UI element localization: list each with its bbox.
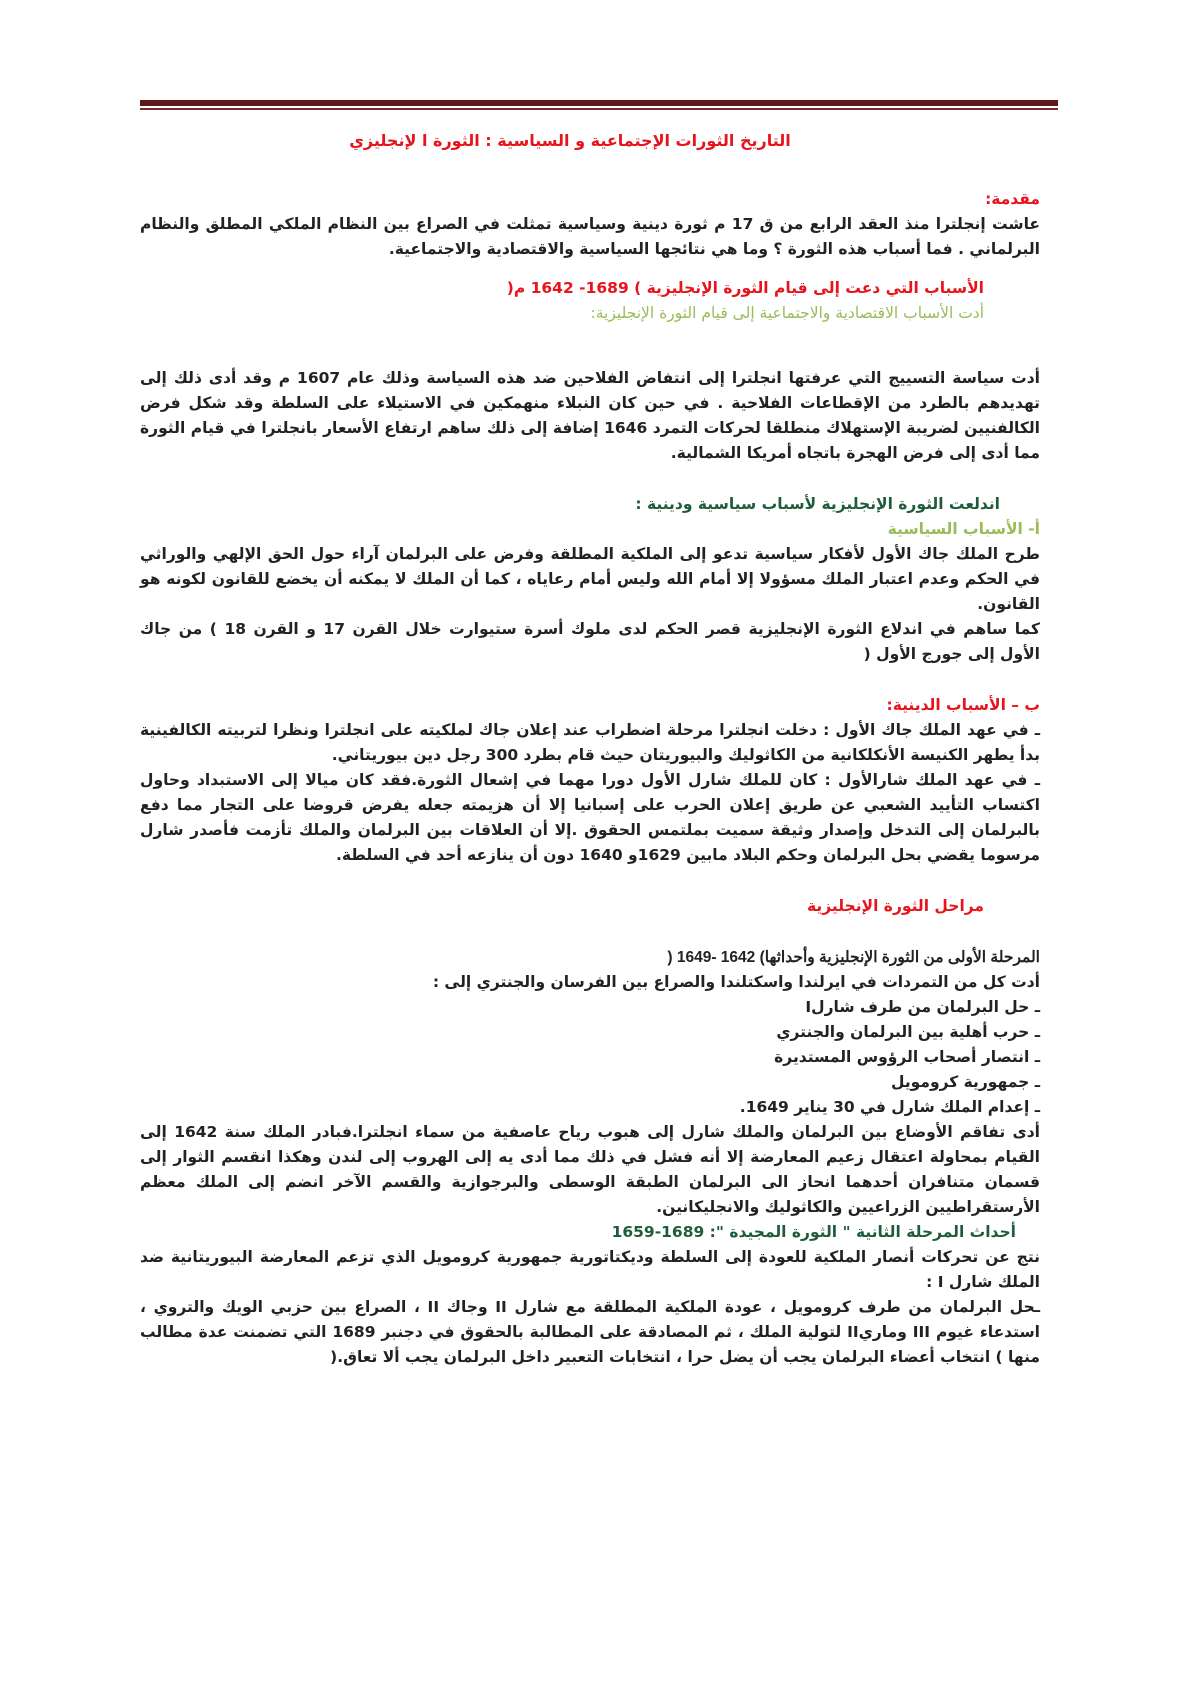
- stage1-paragraph: أدى تفاقم الأوضاع بين البرلمان والملك شارل إلى هبوب رياح عاصفية من سماء انجلترا.فبادر الملك سنة 1642 إلى القيام بمحاولة اعتقال زعيم المعارضة إلا أنه فشل في ذلك مما أدى يه إلى الهروب إلى لندن وهكذا انقسم الثوار إلى قسمان متنافران أحدهما انحاز الى البرلمان الطبقة الوسطى والبرجوازية والقسم الآخر انضم إلى الملك معظم الأرستقراطيين الزراعيين والكاثوليك والانجليكانين.: [140, 1123, 1040, 1216]
- stage1-title: المرحلة الأولى من الثورة الإنجليزية وأحداثها) 1642 -1649 (: [667, 949, 1040, 966]
- stages-heading: مراحل الثورة الإنجليزية: [807, 897, 984, 915]
- stage2-paragraph-2: ـحل البرلمان من طرف كرومويل ، عودة الملكية المطلقة مع شارل II وجاك II ، الصراع بين حزبي الويك والتروي ، استدعاء غيوم III وماريII لتولية الملك ، ثم المصادقة على المطالبة بالحقوق في دجنبر 1689 التي تضمنت عدة مطالب منها ) انتخاب أعضاء البرلمان يجب أن يضل حرا ، انتخابات التعبير داخل البرلمان يجب ألا تعاق.(: [140, 1298, 1040, 1366]
- stage1-intro: أدت كل من التمردات في ايرلندا واسكتلندا والصراع بين الفرسان والجنتري إلى :: [432, 973, 1040, 991]
- intro-paragraph: عاشت إنجلترا منذ العقد الرابع من ق 17 م ثورة دينية وسياسية تمثلت في الصراع بين النظام الملكي المطلق والنظام البرلماني . فما أسباب هذه الثورة ؟ وما هي نتائجها السياسية والاقتصادية والاجتماعية.: [140, 215, 1040, 258]
- list-item: ـ حل البرلمان من طرف شارلI: [805, 998, 1040, 1016]
- religious-paragraph-2: ـ في عهد الملك شارالأول : كان للملك شارل الأول دورا مهما في إشعال الثورة.فقد كان ميالا إلى الاستبداد وحاول اكتساب التأييد الشعبي عن طريق إعلان الحرب على إسبانيا إلا أن هزيمته جعله يفرض قروضا على التجار مما دفع بالبرلمان إلى التدخل وإصدار وثيقة سميت بملتمس الحقوق .إلا أن العلاقات بين البرلمان والملك تأزمت فأصدر شارل مرسوما يقضي بحل البرلمان وحكم البلاد مابين 1629و 1640 دون أن ينازعه أحد في السلطة.: [140, 771, 1040, 864]
- causes-subheading: أدت الأسباب الاقتصادية والاجتماعية إلى قيام الثورة الإنجليزية:: [590, 304, 984, 322]
- top-rule: [140, 100, 1058, 106]
- list-item: ـ انتصار أصحاب الرؤوس المستديرة: [774, 1048, 1040, 1066]
- list-item: ـ جمهورية كرومويل: [890, 1073, 1040, 1091]
- top-rule-thin: [140, 108, 1058, 110]
- list-item: ـ إعدام الملك شارل في 30 يناير 1649.: [739, 1098, 1040, 1116]
- intro-heading: مقدمة:: [985, 190, 1040, 208]
- political-heading: اندلعت الثورة الإنجليزية لأسباب سياسية ودينية :: [635, 495, 1000, 513]
- religious-paragraph-1: ـ في عهد الملك جاك الأول : دخلت انجلترا مرحلة اضطراب عند إعلان جاك لملكيته على انجلترا ونظرا لتربيته الكالفينية بدأ يطهر الكنيسة الأنكلكانية من الكاثوليك والبيوريتان حيث قام بطرد 300 رجل دين بيوريتاني.: [140, 721, 1040, 764]
- political-paragraph-1: طرح الملك جاك الأول لأفكار سياسية تدعو إلى الملكية المطلقة وفرض على البرلمان آراء حول الحق الإلهي والوراثي في الحكم وعدم اعتبار الملك مسؤولا إلا أمام الله وليس أمام رعاياه ، كما أن الملك لا يمكنه أن يخضع للقانون لكونه هو القانون.: [140, 545, 1040, 613]
- list-item: ـ حرب أهلية بين البرلمان والجنتري: [776, 1023, 1040, 1041]
- religious-heading: ب – الأسباب الدينية:: [886, 696, 1040, 714]
- page-title: التاريخ الثورات الإجتماعية و السياسية : الثورة ا لإنجليزي: [349, 131, 791, 150]
- stage2-paragraph-1: نتج عن تحركات أنصار الملكية للعودة إلى السلطة وديكتاتورية جمهورية كرومويل الذي تزعم المعارضة البيوريتانية ضد الملك شارل I :: [140, 1248, 1040, 1291]
- political-subheading: أ- الأسباب السياسية: [887, 520, 1040, 538]
- stage2-title: أحداث المرحلة الثانية " الثورة المجيدة ": 1689-1659: [611, 1223, 1016, 1241]
- stage1-list: [140, 995, 1040, 1120]
- causes-paragraph: أدت سياسة التسييج التي عرفتها انجلترا إلى انتفاض الفلاحين ضد هذه السياسة وذلك عام 1607 م وقد أدى ذلك إلى تهديدهم بالطرد من الإقطاعات الفلاحية . في حين كان النبلاء منهمكين في الاستيلاء على السلطة وقد شكل فرض الكالفنيين لضريبة الإستهلاك منطلقا لحركات التمرد 1646 إضافة إلى ذلك ساهم ارتفاع الأسعار بانجلترا في قيام الثورة مما أدى إلى فرض الهجرة باتجاه أمريكا الشمالية.: [140, 369, 1040, 462]
- causes-heading: الأسباب التي دعت إلى قيام الثورة الإنجليزية ) 1689- 1642 م(: [506, 279, 984, 297]
- political-paragraph-2: كما ساهم في اندلاع الثورة الإنجليزية قصر الحكم لدى ملوك أسرة ستيوارت خلال القرن 17 و القرن 18 ) من جاك الأول إلى جورج الأول (: [140, 620, 1041, 663]
- document-body: [140, 128, 1040, 1370]
